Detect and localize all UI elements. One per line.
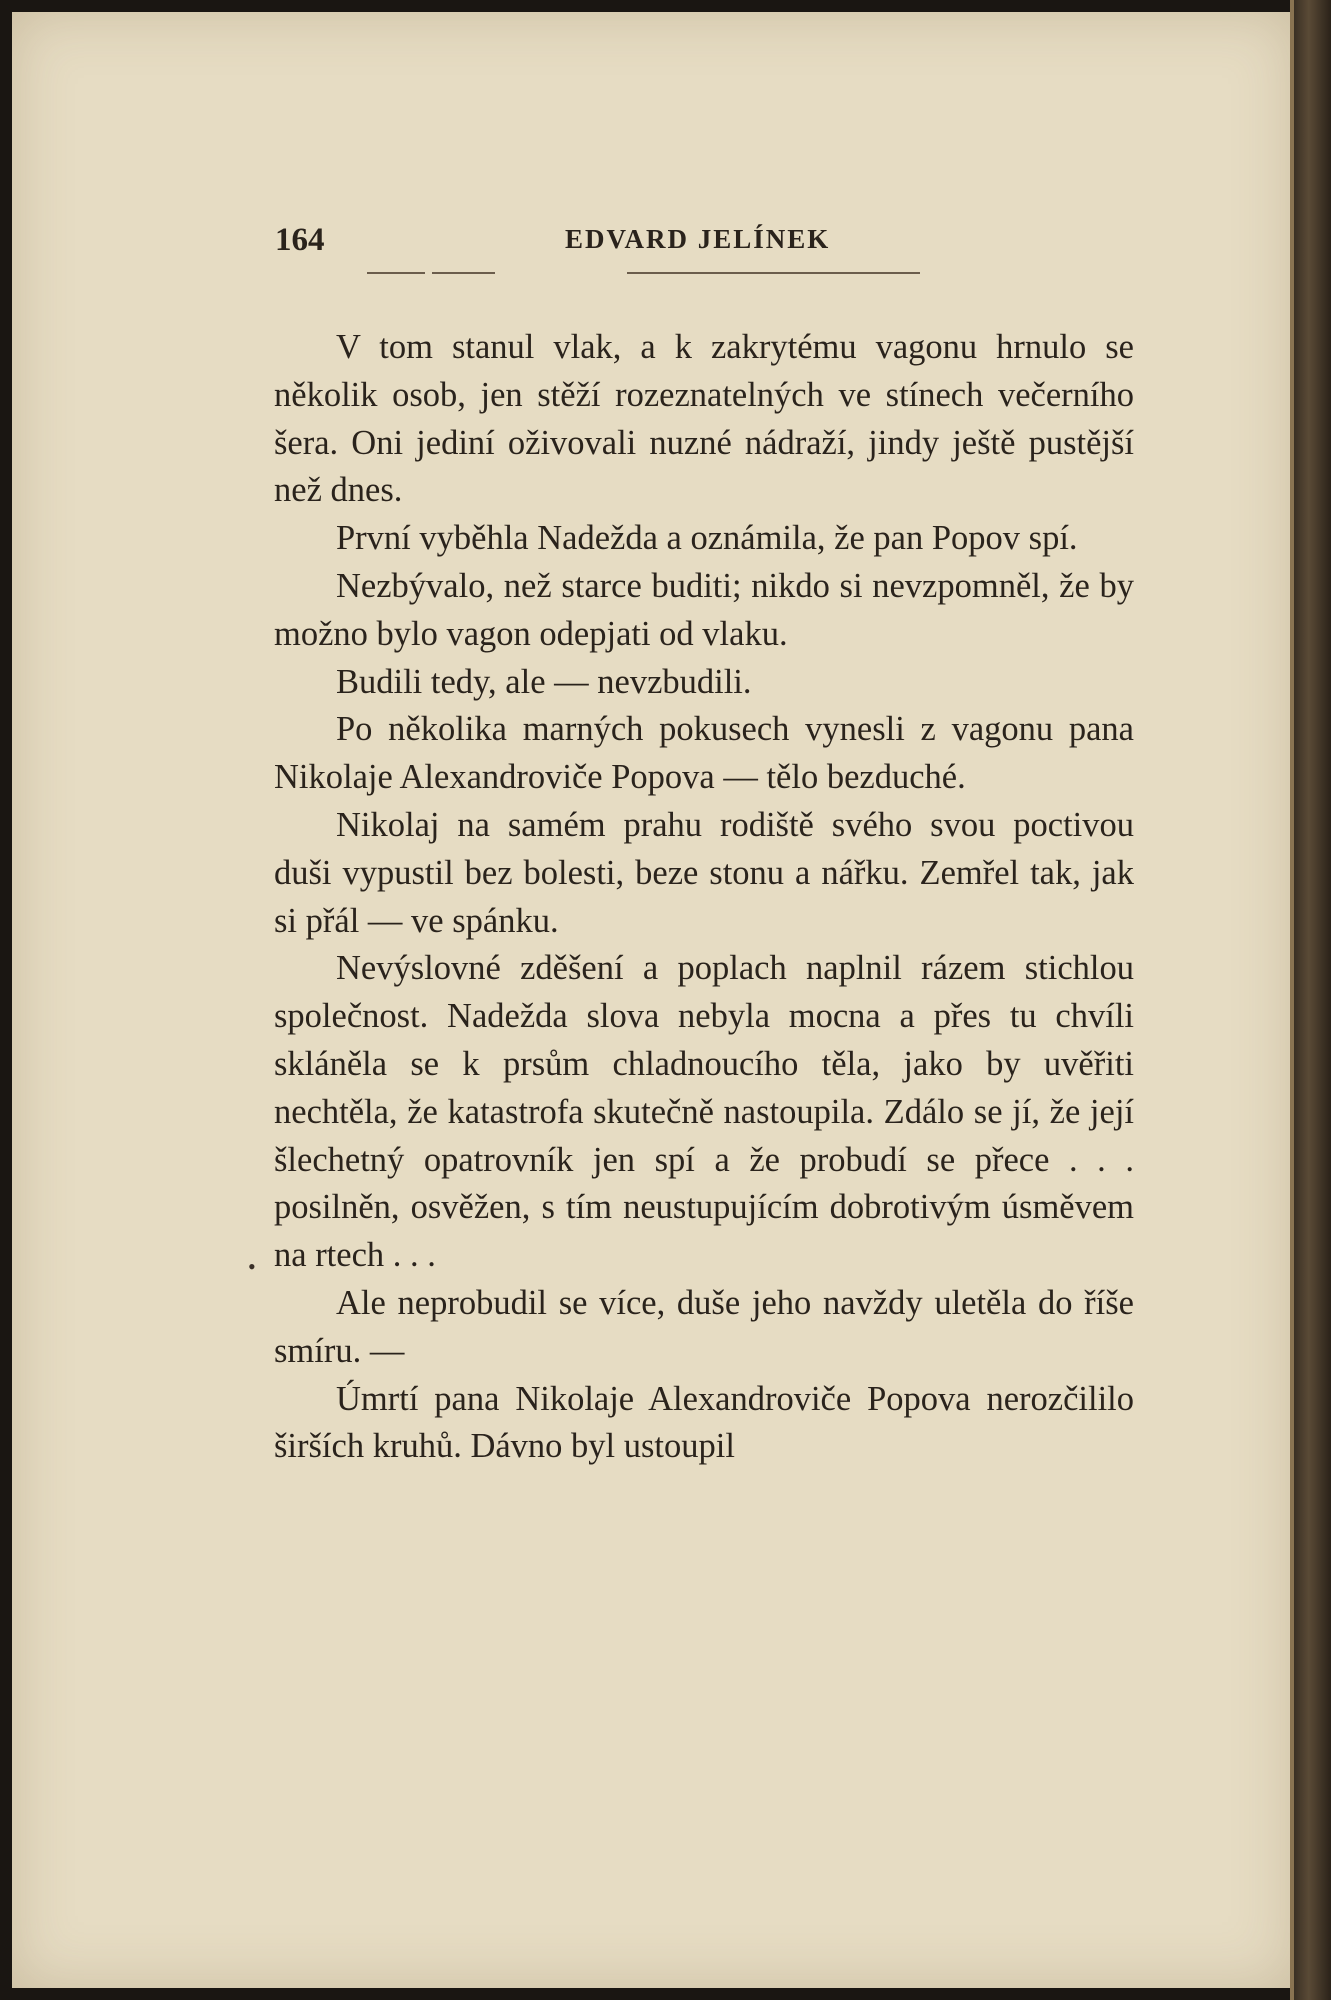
running-head-author: EDVARD JELÍNEK <box>565 224 831 254</box>
paragraph: První vyběhla Nadežda a oznámila, že pan Popov spí. <box>336 519 1078 558</box>
header-rule <box>432 272 495 274</box>
paragraph: Nezbývalo, než starce buditi; nikdo si nevzpomněl, že by možno bylo vagon odepjati od vlaku. <box>274 566 1134 653</box>
page-number: 164 <box>275 222 325 258</box>
book-spine <box>1294 0 1331 2000</box>
paragraph: V tom stanul vlak, a k zakrytému vagonu hrnulo se několik osob, jen stěží rozeznatelných ve stínech večerního šera. Oni jediní oživovali nuzné nádraží, jindy ještě pustější než dnes. <box>274 328 1134 510</box>
running-head <box>0 218 1331 258</box>
paragraph: Budili tedy, ale — nevzbudili. <box>336 662 752 701</box>
paragraph: Po několika marných pokusech vynesli z vagonu pana Nikolaje Alexandroviče Popova — tělo bezduché. <box>274 710 1134 797</box>
paragraph: Nevýslovné zděšení a poplach naplnil rázem stichlou společnost. Nadežda slova nebyla mocna a přes tu chvíli skláněla se k prsům chladnoucího těla, jako by uvěřiti nechtěla, že katastrofa skutečně nastoupila. Zdálo se jí, že její šlechetný opatrovník jen spí a že probudí se přece . . . posilněn, osvěžen, s tím neustupujícím dobrotivým úsměvem na rtech . . . <box>274 949 1134 1275</box>
margin-mark: • <box>248 1254 256 1279</box>
paragraph: Úmrtí pana Nikolaje Alexandroviče Popova nerozčililo širších kruhů. Dávno byl ustoupil <box>274 1379 1134 1466</box>
body-text <box>274 324 1134 1471</box>
header-rule <box>367 272 425 274</box>
paragraph: Nikolaj na samém prahu rodiště svého svou poctivou duši vypustil bez bolesti, beze stonu a nářku. Zemřel tak, jak si přál — ve spánku. <box>274 805 1134 940</box>
paragraph: Ale neprobudil se více, duše jeho navždy uletěla do říše smíru. — <box>274 1283 1134 1370</box>
header-rule <box>627 272 920 274</box>
